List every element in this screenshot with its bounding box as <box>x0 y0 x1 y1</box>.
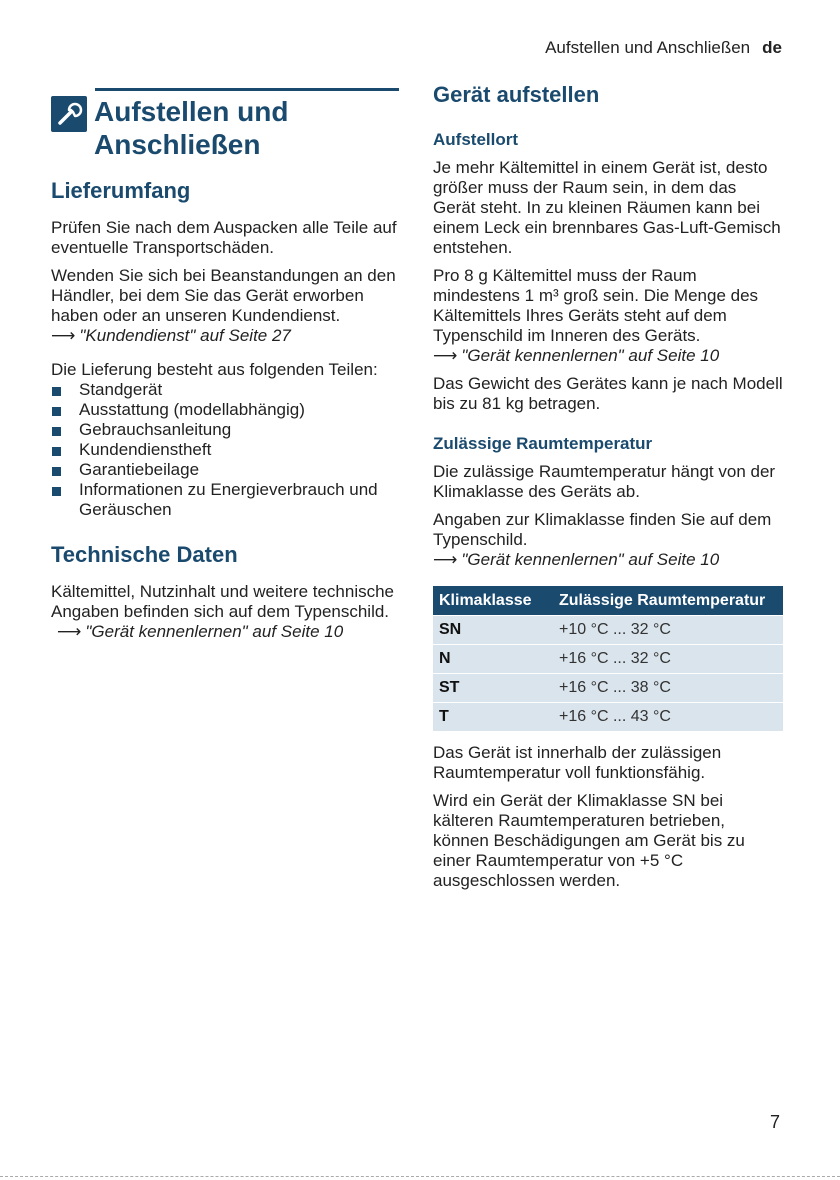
list-item: Standgerät <box>51 380 399 400</box>
arrow-right-icon: ⟶ <box>433 550 458 569</box>
xref-kundendienst-text: "Kundendienst" auf Seite 27 <box>79 326 291 345</box>
raumtemperatur-heading: Zulässige Raumtemperatur <box>433 434 653 453</box>
raumtemperatur-p2: Angaben zur Klimaklasse finden Sie auf dem Typenschild. <box>433 510 772 549</box>
list-item: Kundendienstheft <box>51 440 399 460</box>
table-cell-class: ST <box>433 674 553 703</box>
xref-geraet-kennenlernen[interactable] <box>433 346 783 366</box>
page-number: 7 <box>769 1112 780 1132</box>
table-cell-class: N <box>433 645 553 674</box>
lieferumfang-p2: Wenden Sie sich bei Beanstandungen an den Händler, bei dem Sie das Gerät erworben haben oder an unseren Kundendienst. <box>51 266 396 325</box>
list-item: Ausstattung (modellabhängig) <box>51 400 399 420</box>
running-header <box>545 38 782 58</box>
chapter-rule <box>95 88 399 91</box>
xref-text: "Gerät kennenlernen" auf Seite 10 <box>461 346 720 365</box>
header-section-title: Aufstellen und Anschließen <box>545 38 751 57</box>
column-header-klimaklasse: Klimaklasse <box>433 586 553 616</box>
table-cell-range: +16 °C ... 32 °C <box>553 645 783 674</box>
lieferumfang-p3: Die Lieferung besteht aus folgenden Teilen: <box>51 360 378 379</box>
list-item: Informationen zu Energieverbrauch und Geräuschen <box>51 480 399 520</box>
table-cell-class: T <box>433 703 553 732</box>
left-column <box>51 88 399 642</box>
column-header-raumtemperatur: Zulässige Raumtemperatur <box>553 586 783 616</box>
raumtemperatur-p3: Das Gerät ist innerhalb der zulässigen Raumtemperatur voll funktionsfähig. <box>433 743 722 782</box>
chapter-title-line1: Aufstellen und <box>94 96 289 127</box>
aufstellort-p3: Das Gewicht des Gerätes kann je nach Modell bis zu 81 kg betragen. <box>433 374 783 413</box>
table-row <box>433 674 783 703</box>
technische-daten-heading: Technische Daten <box>51 542 238 567</box>
bottom-divider <box>0 1176 840 1177</box>
chapter-title-line2: Anschließen <box>94 129 261 160</box>
table-cell-class: SN <box>433 616 553 645</box>
right-column <box>433 82 783 891</box>
raumtemperatur-p1: Die zulässige Raumtemperatur hängt von der Klimaklasse des Geräts ab. <box>433 462 776 501</box>
arrow-right-icon: ⟶ <box>57 622 82 641</box>
aufstellort-p1: Je mehr Kältemittel in einem Gerät ist, desto größer muss der Raum sein, in dem das Gerät steht. In zu kleinen Räumen kann bei einem Leck ein brennbares Gas-Luft-Gemisch entstehen. <box>433 158 781 257</box>
table-row <box>433 703 783 732</box>
aufstellort-p2: Pro 8 g Kältemittel muss der Raum mindestens 1 m³ groß sein. Die Menge des Kältemittels Ihres Geräts steht auf dem Typenschild im Inneren des Geräts. <box>433 266 759 345</box>
xref-kundendienst[interactable] <box>51 326 399 346</box>
table-header-row <box>433 586 783 616</box>
header-language: de <box>762 38 782 57</box>
geraet-aufstellen-heading: Gerät aufstellen <box>433 82 600 107</box>
arrow-right-icon: ⟶ <box>51 326 76 345</box>
xref-text: "Gerät kennenlernen" auf Seite 10 <box>461 550 720 569</box>
table-cell-range: +16 °C ... 38 °C <box>553 674 783 703</box>
climate-class-table <box>433 586 783 731</box>
table-row <box>433 645 783 674</box>
table-row <box>433 616 783 645</box>
delivery-list <box>51 380 399 520</box>
table-cell-range: +16 °C ... 43 °C <box>553 703 783 732</box>
xref-text: "Gerät kennenlernen" auf Seite 10 <box>85 622 344 641</box>
list-item: Garantiebeilage <box>51 460 399 480</box>
chapter-heading <box>51 95 399 161</box>
xref-geraet-kennenlernen[interactable] <box>433 550 783 570</box>
list-item: Gebrauchsanleitung <box>51 420 399 440</box>
table-cell-range: +10 °C ... 32 °C <box>553 616 783 645</box>
lieferumfang-p1: Prüfen Sie nach dem Auspacken alle Teile auf eventuelle Transportschäden. <box>51 218 397 257</box>
arrow-right-icon: ⟶ <box>433 346 458 365</box>
xref-geraet-kennenlernen[interactable] <box>51 622 399 642</box>
technische-daten-p1: Kältemittel, Nutzinhalt und weitere technische Angaben befinden sich auf dem Typenschild. <box>51 582 395 621</box>
lieferumfang-heading: Lieferumfang <box>51 178 191 203</box>
aufstellort-heading: Aufstellort <box>433 130 518 149</box>
chapter-title <box>94 95 399 161</box>
raumtemperatur-p4: Wird ein Gerät der Klimaklasse SN bei kälteren Raumtemperaturen betrieben, können Beschädigungen am Gerät bis zu einer Raumtemperatur von +5 °C ausgeschlossen werden. <box>433 791 745 890</box>
wrench-icon <box>51 96 87 132</box>
